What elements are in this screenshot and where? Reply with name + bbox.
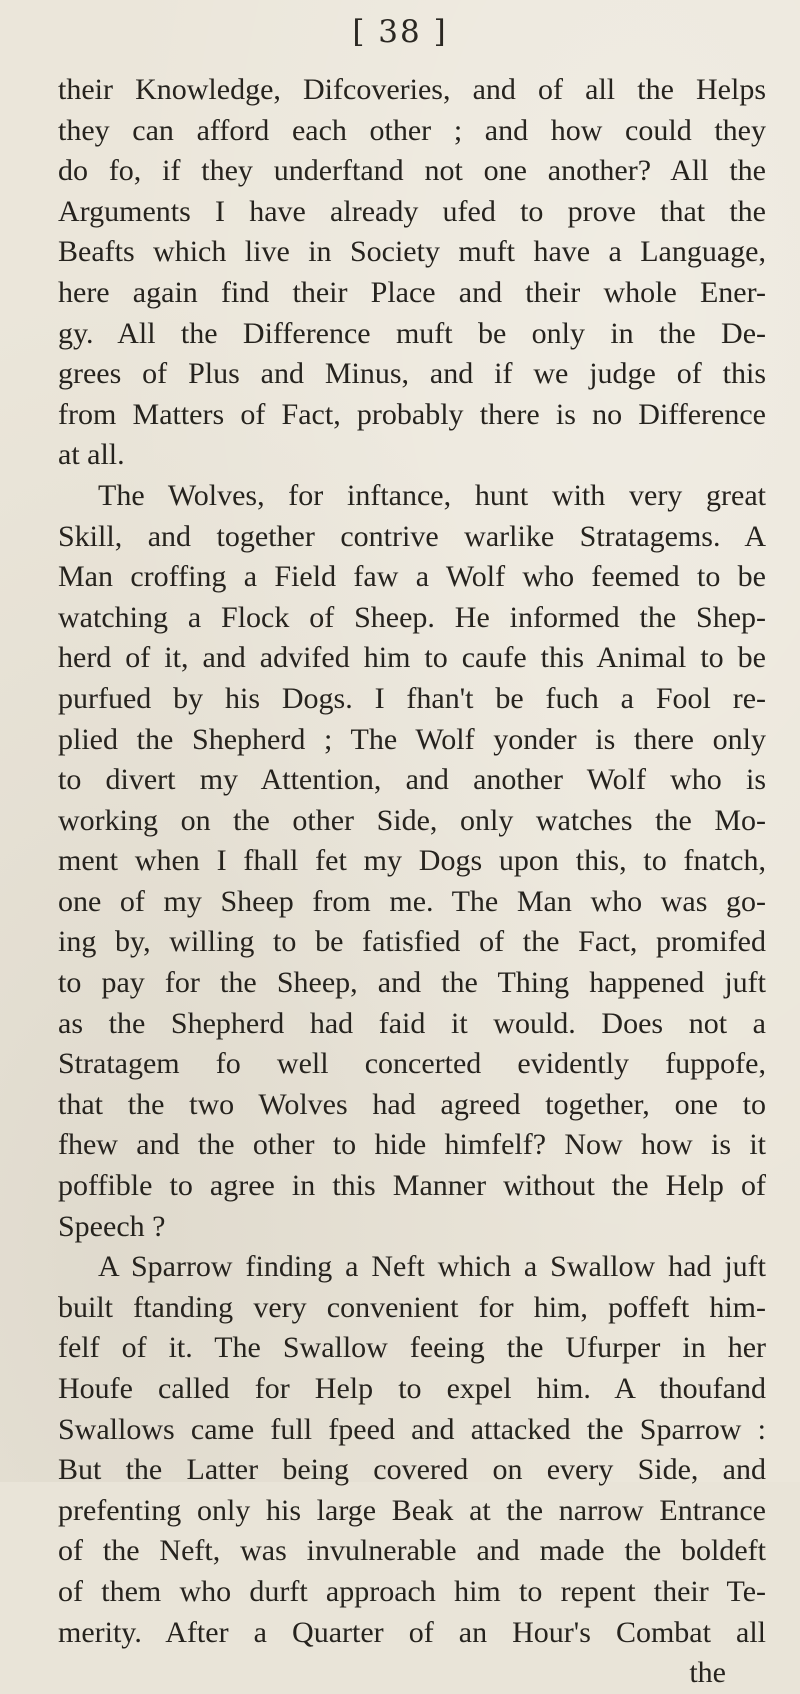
text-line: that the two Wolves had agreed together, one to — [58, 1087, 766, 1121]
text-line: working on the other Side, only watches the Mo- — [58, 803, 766, 837]
text-line: watching a Flock of Sheep. He informed the Shep- — [58, 600, 766, 634]
body-text — [58, 70, 766, 1694]
text-line: from Matters of Fact, probably there is no Difference — [58, 397, 766, 431]
text-line: ment when I fhall fet my Dogs upon this, to fnatch, — [58, 844, 766, 878]
text-line: The Wolves, for inftance, hunt with very great — [98, 478, 766, 512]
text-line: herd of it, and advifed him to caufe this Animal to be — [58, 641, 766, 675]
text-line: at all. — [58, 438, 125, 472]
text-line: of them who durft approach him to repent their Te- — [58, 1574, 766, 1608]
text-line: their Knowledge, Difcoveries, and of all the Helps — [58, 73, 766, 106]
text-line: Skill, and together contrive warlike Stratagems. A — [58, 519, 766, 553]
page-number: [ 38 ] — [352, 14, 448, 50]
text-line: But the Latter being covered on every Side, and — [58, 1453, 766, 1487]
text-line: plied the Shepherd ; The Wolf yonder is there only — [58, 722, 766, 756]
text-line: merity. After a Quarter of an Hour's Combat all — [58, 1615, 766, 1649]
text-line: purfued by his Dogs. I fhan't be fuch a Fool re- — [58, 681, 766, 715]
text-line: felf of it. The Swallow feeing the Ufurper in her — [58, 1331, 766, 1365]
text-line: of the Neft, was invulnerable and made the boldeft — [58, 1534, 766, 1568]
text-line: gy. All the Difference muft be only in the De- — [58, 316, 766, 350]
text-line: A Sparrow finding a Neft which a Swallow had juft — [98, 1250, 766, 1284]
text-line: fhew and the other to hide himfelf? Now how is it — [58, 1128, 766, 1162]
text-line: as the Shepherd had faid it would. Does not a — [58, 1006, 766, 1040]
text-line: prefenting only his large Beak at the narrow Entrance — [58, 1493, 766, 1527]
text-line: to pay for the Sheep, and the Thing happened juft — [58, 966, 766, 1000]
text-line: Stratagem fo well concerted evidently fuppofe, — [58, 1047, 766, 1081]
text-line: poffible to agree in this Manner without the Help of — [58, 1169, 766, 1203]
text-line: they can afford each other ; and how could they — [58, 113, 766, 147]
text-line: to divert my Attention, and another Wolf who is — [58, 763, 766, 797]
text-line: do fo, if they underftand not one another? All the — [58, 154, 766, 188]
text-line: Arguments I have already ufed to prove that the — [58, 194, 766, 228]
catchword: the — [689, 1656, 726, 1690]
text-line: grees of Plus and Minus, and if we judge of this — [58, 357, 766, 391]
text-line: Speech ? — [58, 1209, 166, 1243]
text-line: Swallows came full fpeed and attacked the Sparrow : — [58, 1412, 766, 1446]
text-line: one of my Sheep from me. The Man who was go- — [58, 884, 766, 918]
text-line: Beafts which live in Society muft have a Language, — [58, 235, 766, 269]
text-line: Houfe called for Help to expel him. A thoufand — [58, 1372, 766, 1405]
text-line: ing by, willing to be fatisfied of the Fact, promifed — [58, 925, 766, 959]
text-line: Man croffing a Field faw a Wolf who feemed to be — [58, 560, 766, 594]
text-line: here again find their Place and their whole Ener- — [58, 275, 766, 309]
text-line: built ftanding very convenient for him, poffeft him- — [58, 1290, 766, 1324]
